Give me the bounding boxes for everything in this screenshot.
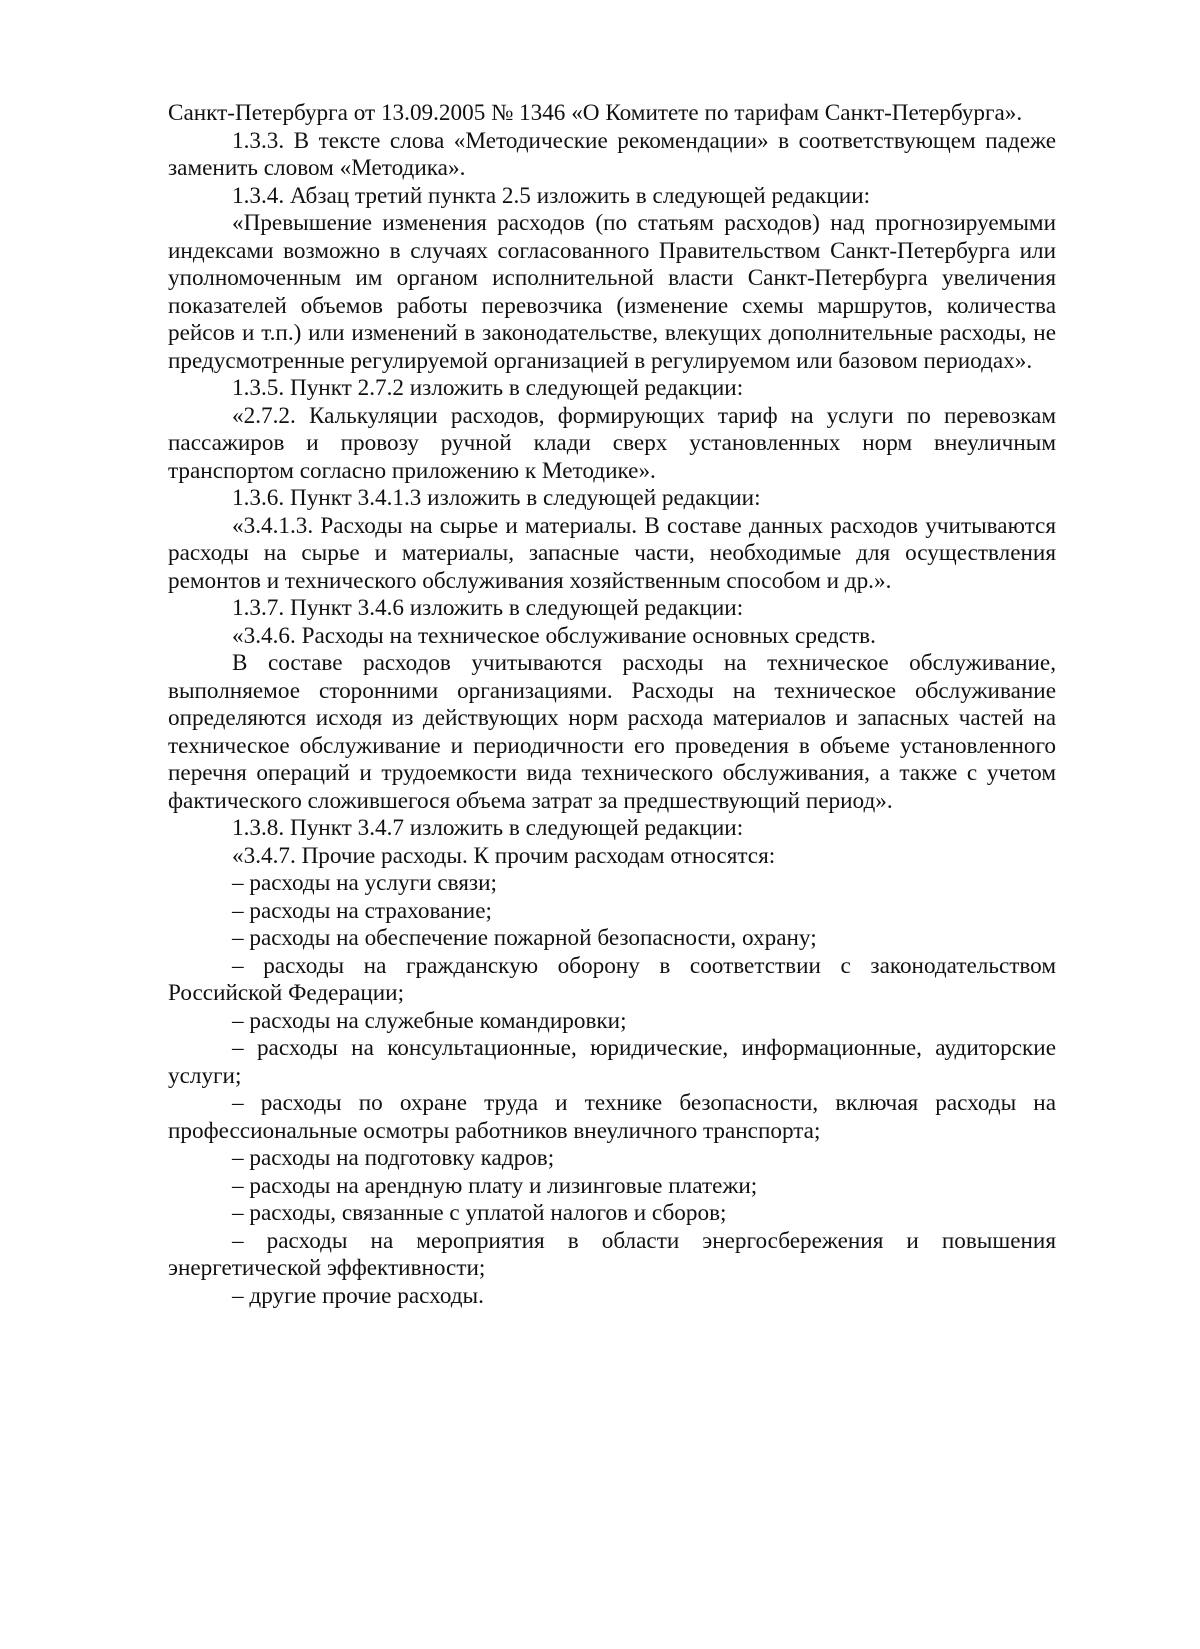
list-item: – расходы на подготовку кадров; (232, 1145, 555, 1171)
paragraph-maintenance-costs: В составе расходов учитываются расходы на техническое обслуживание, выполняемое сторонними организациями. Расходы на техническое обслуживание определяются исходя из действующих норм расхода материалов и запасных частей на техническое обслуживание и периодичности его проведения в объеме установленного перечня операций и трудоемкости вида технического обслуживания, а также с учетом фактического сложившегося объема затрат за предшествующий период». (168, 650, 1056, 814)
list-item: – расходы по охране труда и технике безопасности, включая расходы на профессиональные осмотры работников внеуличного транспорта; (168, 1090, 1056, 1144)
paragraph-1-3-8: 1.3.8. Пункт 3.4.7 изложить в следующей редакции: (232, 815, 744, 841)
paragraph-1-3-7: 1.3.7. Пункт 3.4.6 изложить в следующей редакции: (232, 595, 744, 621)
paragraph-quote-3-4-6: «3.4.6. Расходы на техническое обслуживание основных средств. (232, 622, 876, 649)
paragraph-1-3-5: 1.3.5. Пункт 2.7.2 изложить в следующей редакции: (232, 375, 744, 401)
list-item: – расходы на служебные командировки; (232, 1007, 627, 1034)
paragraph-quote-3-4-7: «3.4.7. Прочие расходы. К прочим расходам относятся: (232, 842, 776, 869)
list-item: – расходы, связанные с уплатой налогов и сборов; (232, 1200, 727, 1226)
list-item: – расходы на обеспечение пожарной безопасности, охрану; (232, 925, 817, 951)
list-item: – расходы на услуги связи; (232, 870, 497, 896)
paragraph-quote-2-5: «Превышение изменения расходов (по статьям расходов) над прогнозируемыми индексами возможно в случаях согласованного Правительством Санкт-Петербурга или уполномоченным им органом исполнительной власти Санкт-Петербурга увеличения показателей объемов работы перевозчика (изменение схемы маршрутов, количества рейсов и т.п.) или изменений в законодательстве, влекущих дополнительные расходы, не предусмотренные регулируемой организацией в регулируемом или базовом периодах». (168, 210, 1056, 374)
list-item: – расходы на консультационные, юридические, информационные, аудиторские услуги; (168, 1035, 1056, 1089)
paragraph-1-3-6: 1.3.6. Пункт 3.4.1.3 изложить в следующей редакции: (232, 485, 761, 511)
paragraph-quote-2-7-2: «2.7.2. Калькуляции расходов, формирующих тариф на услуги по перевозкам пассажиров и провозу ручной клади сверх установленных норм внеуличным транспортом согласно приложению к Методике». (168, 402, 1056, 484)
paragraph-1-3-3: 1.3.3. В тексте слова «Методические рекомендации» в соответствующем падеже заменить словом «Методика». (168, 127, 1056, 181)
list-item: – другие прочие расходы. (232, 1282, 484, 1309)
paragraph-1-3-4: 1.3.4. Абзац третий пункта 2.5 изложить в следующей редакции: (232, 182, 871, 209)
paragraph-quote-3-4-1-3: «3.4.1.3. Расходы на сырье и материалы. В составе данных расходов учитываются расходы на сырье и материалы, запасные части, необходимые для осуществления ремонтов и технического обслуживания хозяйственным способом и др.». (168, 512, 1056, 594)
list-item: – расходы на гражданскую оборону в соответствии с законодательством Российской Федерации; (168, 952, 1056, 1006)
list-item: – расходы на мероприятия в области энергосбережения и повышения энергетической эффективности; (168, 1227, 1056, 1281)
list-item: – расходы на арендную плату и лизинговые платежи; (232, 1172, 758, 1199)
document-page (168, 100, 1056, 1310)
list-item: – расходы на страхование; (232, 897, 492, 924)
paragraph-continuation: Санкт-Петербурга от 13.09.2005 № 1346 «О Комитете по тарифам Санкт-Петербурга». (168, 100, 1023, 126)
